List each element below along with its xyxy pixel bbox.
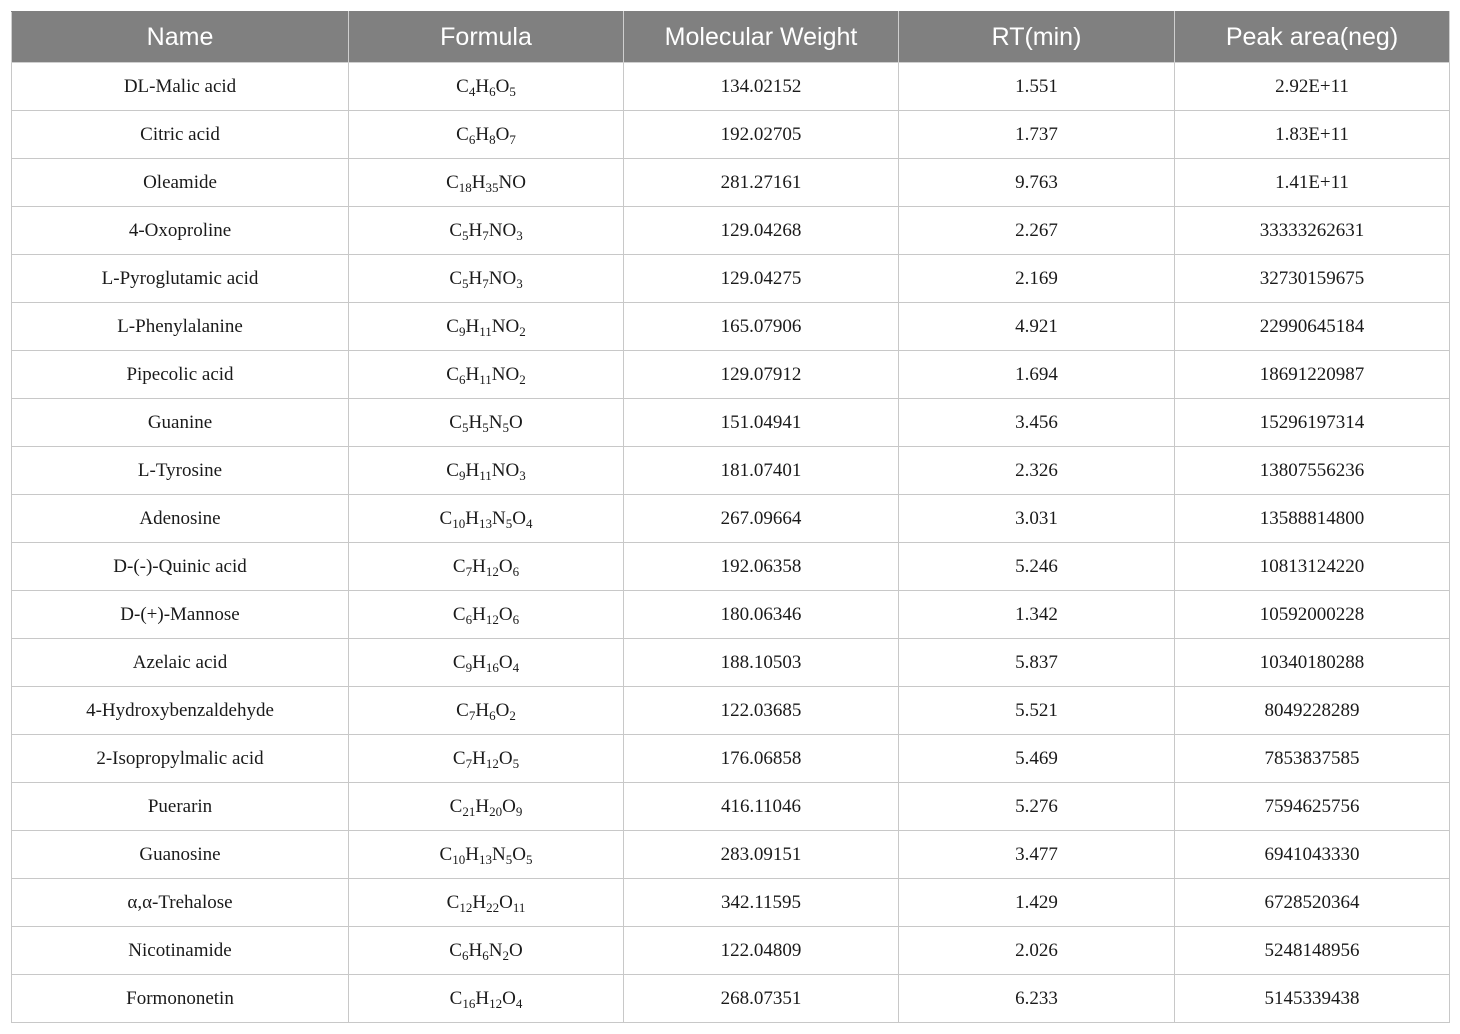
formula-count: 2 — [519, 323, 526, 339]
formula-count: 6 — [489, 707, 496, 723]
formula-count: 7 — [482, 275, 489, 291]
table-row — [12, 159, 1450, 207]
table-header-row — [12, 12, 1450, 63]
formula-count: 13 — [478, 851, 492, 867]
formula-count: 7 — [482, 227, 489, 243]
formula-element: C — [446, 171, 459, 193]
cell-molecular-weight: 283.09151 — [624, 831, 899, 879]
cell-rt: 1.551 — [899, 63, 1175, 111]
cell-molecular-weight: 281.27161 — [624, 159, 899, 207]
cell-rt: 4.921 — [899, 303, 1175, 351]
formula-element: C — [456, 75, 469, 97]
formula-count: 11 — [479, 371, 492, 387]
cell-peak-area: 15296197314 — [1175, 399, 1450, 447]
formula-element: NO — [491, 363, 520, 385]
cell-name: D-(-)-Quinic acid — [12, 543, 349, 591]
formula-element: C — [449, 987, 463, 1009]
formula-count: 5 — [502, 419, 509, 435]
cell-formula — [349, 399, 624, 447]
formula-element: H — [465, 507, 479, 529]
formula-count: 6 — [482, 947, 489, 963]
table-row — [12, 783, 1450, 831]
cell-name: Pipecolic acid — [12, 351, 349, 399]
cell-molecular-weight: 134.02152 — [624, 63, 899, 111]
formula-count: 9 — [458, 323, 466, 339]
formula-count: 6 — [461, 947, 469, 963]
formula-element: C — [449, 939, 462, 961]
formula-count: 16 — [462, 995, 476, 1011]
formula-element: H — [472, 747, 486, 769]
formula-element: O — [498, 603, 513, 625]
formula-element: NO — [488, 219, 517, 241]
formula-element: C — [449, 267, 462, 289]
cell-name: Formononetin — [12, 975, 349, 1023]
formula-element: H — [465, 315, 480, 337]
cell-formula — [349, 447, 624, 495]
table-row — [12, 591, 1450, 639]
cell-peak-area: 6941043330 — [1175, 831, 1450, 879]
cell-molecular-weight: 181.07401 — [624, 447, 899, 495]
formula-element: N — [491, 507, 506, 529]
formula-count: 7 — [468, 707, 476, 723]
formula-element: O — [495, 123, 510, 145]
cell-name: Nicotinamide — [12, 927, 349, 975]
cell-molecular-weight: 192.06358 — [624, 543, 899, 591]
cell-molecular-weight: 268.07351 — [624, 975, 899, 1023]
formula-element: H — [472, 555, 486, 577]
formula-count: 6 — [512, 611, 520, 627]
formula-count: 4 — [468, 83, 476, 99]
cell-molecular-weight: 416.11046 — [624, 783, 899, 831]
formula-count: 6 — [458, 371, 466, 387]
formula-element: O — [512, 507, 526, 529]
cell-peak-area: 8049228289 — [1175, 687, 1450, 735]
formula-element: C — [446, 315, 459, 337]
formula-element: NO — [488, 267, 517, 289]
formula-element: C — [446, 363, 459, 385]
formula-element: H — [475, 699, 490, 721]
formula-element: C — [456, 699, 469, 721]
cell-rt: 5.837 — [899, 639, 1175, 687]
formula-element: H — [475, 123, 490, 145]
cell-rt: 1.342 — [899, 591, 1175, 639]
formula-element: C — [452, 555, 466, 577]
formula-count: 5 — [512, 755, 520, 771]
header-peak-area: Peak area(neg) — [1175, 12, 1450, 63]
cell-name: L-Phenylalanine — [12, 303, 349, 351]
formula-count: 6 — [489, 83, 496, 99]
formula-element: H — [468, 939, 483, 961]
formula-element: H — [472, 603, 486, 625]
table-row — [12, 351, 1450, 399]
formula-element: O — [512, 843, 526, 865]
formula-count: 5 — [462, 227, 469, 243]
formula-element: H — [468, 411, 483, 433]
cell-peak-area: 1.83E+11 — [1175, 111, 1450, 159]
formula-element: O — [508, 411, 523, 433]
cell-rt: 2.169 — [899, 255, 1175, 303]
cell-name: DL-Malic acid — [12, 63, 349, 111]
cell-name: Oleamide — [12, 159, 349, 207]
formula-element: O — [495, 699, 510, 721]
cell-peak-area: 10813124220 — [1175, 543, 1450, 591]
formula-element: H — [465, 843, 479, 865]
formula-count: 4 — [515, 995, 523, 1011]
cell-name: 2-Isopropylmalic acid — [12, 735, 349, 783]
cell-molecular-weight: 122.03685 — [624, 687, 899, 735]
formula-count: 5 — [525, 851, 533, 867]
formula-count: 13 — [478, 515, 492, 531]
table-row — [12, 639, 1450, 687]
formula-count: 12 — [485, 755, 499, 771]
cell-name: L-Tyrosine — [12, 447, 349, 495]
cell-rt: 1.737 — [899, 111, 1175, 159]
header-rt: RT(min) — [899, 12, 1175, 63]
formula-element: H — [475, 75, 490, 97]
formula-element: H — [472, 651, 486, 673]
cell-molecular-weight: 188.10503 — [624, 639, 899, 687]
formula-count: 9 — [465, 659, 473, 675]
table-row — [12, 543, 1450, 591]
table-body — [12, 63, 1450, 1023]
formula-element: NO — [491, 459, 520, 481]
cell-molecular-weight: 165.07906 — [624, 303, 899, 351]
cell-rt: 2.326 — [899, 447, 1175, 495]
cell-formula — [349, 111, 624, 159]
formula-count: 3 — [516, 227, 523, 243]
cell-peak-area: 32730159675 — [1175, 255, 1450, 303]
cell-formula — [349, 255, 624, 303]
formula-element: H — [472, 891, 487, 913]
formula-count: 12 — [459, 899, 473, 915]
cell-rt: 1.429 — [899, 879, 1175, 927]
formula-element: C — [456, 123, 469, 145]
formula-element: NO — [498, 171, 526, 193]
cell-formula — [349, 351, 624, 399]
table-row — [12, 63, 1450, 111]
cell-peak-area: 2.92E+11 — [1175, 63, 1450, 111]
table-row — [12, 831, 1450, 879]
formula-element: H — [475, 987, 490, 1009]
formula-count: 20 — [489, 803, 503, 819]
formula-count: 16 — [485, 659, 499, 675]
formula-count: 7 — [465, 755, 473, 771]
cell-formula — [349, 63, 624, 111]
cell-rt: 6.233 — [899, 975, 1175, 1023]
formula-count: 6 — [468, 131, 476, 147]
formula-count: 5 — [462, 275, 469, 291]
cell-rt: 5.246 — [899, 543, 1175, 591]
header-name: Name — [12, 12, 349, 63]
cell-name: 4-Hydroxybenzaldehyde — [12, 687, 349, 735]
cell-molecular-weight: 122.04809 — [624, 927, 899, 975]
formula-element: H — [475, 795, 490, 817]
cell-peak-area: 10340180288 — [1175, 639, 1450, 687]
formula-count: 10 — [452, 851, 466, 867]
header-formula: Formula — [349, 12, 624, 63]
formula-count: 5 — [505, 515, 513, 531]
cell-formula — [349, 831, 624, 879]
cell-name: Puerarin — [12, 783, 349, 831]
formula-element: O — [508, 939, 523, 961]
cell-molecular-weight: 129.04275 — [624, 255, 899, 303]
formula-element: N — [491, 843, 506, 865]
formula-count: 9 — [458, 467, 466, 483]
cell-rt: 2.026 — [899, 927, 1175, 975]
cell-formula — [349, 159, 624, 207]
cell-name: 4-Oxoproline — [12, 207, 349, 255]
cell-peak-area: 5145339438 — [1175, 975, 1450, 1023]
cell-molecular-weight: 342.11595 — [624, 879, 899, 927]
formula-element: C — [452, 603, 466, 625]
cell-formula — [349, 975, 624, 1023]
formula-element: H — [465, 459, 480, 481]
cell-formula — [349, 687, 624, 735]
table-row — [12, 303, 1450, 351]
formula-element: C — [449, 411, 462, 433]
cell-molecular-weight: 151.04941 — [624, 399, 899, 447]
formula-element: H — [471, 171, 486, 193]
formula-count: 5 — [482, 419, 489, 435]
cell-rt: 9.763 — [899, 159, 1175, 207]
table-row — [12, 975, 1450, 1023]
formula-element: C — [446, 459, 459, 481]
formula-element: C — [446, 891, 460, 913]
formula-count: 4 — [512, 659, 520, 675]
cell-rt: 3.456 — [899, 399, 1175, 447]
formula-count: 3 — [519, 467, 526, 483]
table-row — [12, 399, 1450, 447]
cell-peak-area: 13588814800 — [1175, 495, 1450, 543]
cell-rt: 5.469 — [899, 735, 1175, 783]
cell-molecular-weight: 192.02705 — [624, 111, 899, 159]
cell-formula — [349, 735, 624, 783]
formula-count: 11 — [512, 899, 526, 915]
table-row — [12, 207, 1450, 255]
table-row — [12, 879, 1450, 927]
cell-name: α,α-Trehalose — [12, 879, 349, 927]
formula-element: O — [498, 555, 513, 577]
table-row — [12, 735, 1450, 783]
formula-count: 7 — [509, 131, 516, 147]
cell-name: D-(+)-Mannose — [12, 591, 349, 639]
cell-molecular-weight: 129.04268 — [624, 207, 899, 255]
table-row — [12, 495, 1450, 543]
formula-count: 21 — [462, 803, 476, 819]
cell-peak-area: 13807556236 — [1175, 447, 1450, 495]
formula-element: C — [449, 219, 462, 241]
formula-element: O — [498, 651, 513, 673]
cell-molecular-weight: 129.07912 — [624, 351, 899, 399]
formula-count: 9 — [515, 803, 523, 819]
cell-peak-area: 18691220987 — [1175, 351, 1450, 399]
formula-count: 12 — [485, 611, 499, 627]
formula-element: C — [452, 747, 466, 769]
cell-formula — [349, 927, 624, 975]
formula-count: 12 — [489, 995, 503, 1011]
header-molecular-weight: Molecular Weight — [624, 12, 899, 63]
cell-peak-area: 10592000228 — [1175, 591, 1450, 639]
formula-count: 2 — [509, 707, 516, 723]
cell-formula — [349, 543, 624, 591]
cell-peak-area: 1.41E+11 — [1175, 159, 1450, 207]
table-row — [12, 111, 1450, 159]
cell-peak-area: 22990645184 — [1175, 303, 1450, 351]
cell-rt: 1.694 — [899, 351, 1175, 399]
cell-formula — [349, 783, 624, 831]
cell-name: Adenosine — [12, 495, 349, 543]
formula-element: O — [499, 891, 513, 913]
cell-rt: 3.031 — [899, 495, 1175, 543]
formula-count: 12 — [485, 563, 499, 579]
cell-rt: 5.521 — [899, 687, 1175, 735]
formula-count: 6 — [512, 563, 520, 579]
formula-count: 5 — [505, 851, 513, 867]
formula-element: NO — [491, 315, 520, 337]
cell-molecular-weight: 180.06346 — [624, 591, 899, 639]
formula-count: 2 — [502, 947, 509, 963]
cell-formula — [349, 591, 624, 639]
formula-element: C — [439, 843, 453, 865]
formula-count: 8 — [489, 131, 496, 147]
formula-element: N — [488, 411, 503, 433]
cell-molecular-weight: 267.09664 — [624, 495, 899, 543]
formula-element: C — [452, 651, 466, 673]
cell-name: Citric acid — [12, 111, 349, 159]
formula-count: 11 — [479, 467, 492, 483]
metabolite-table — [11, 11, 1450, 1023]
table-row — [12, 687, 1450, 735]
formula-count: 5 — [509, 83, 516, 99]
formula-element: H — [465, 363, 480, 385]
cell-peak-area: 7594625756 — [1175, 783, 1450, 831]
formula-element: O — [495, 75, 510, 97]
formula-count: 2 — [519, 371, 526, 387]
cell-formula — [349, 879, 624, 927]
formula-count: 6 — [465, 611, 473, 627]
cell-name: L-Pyroglutamic acid — [12, 255, 349, 303]
formula-count: 3 — [516, 275, 523, 291]
cell-peak-area: 33333262631 — [1175, 207, 1450, 255]
formula-count: 35 — [485, 179, 499, 195]
formula-element: N — [488, 939, 503, 961]
formula-count: 4 — [525, 515, 533, 531]
cell-peak-area: 7853837585 — [1175, 735, 1450, 783]
cell-molecular-weight: 176.06858 — [624, 735, 899, 783]
cell-formula — [349, 495, 624, 543]
formula-element: C — [449, 795, 463, 817]
cell-formula — [349, 639, 624, 687]
cell-name: Guanosine — [12, 831, 349, 879]
formula-count: 18 — [458, 179, 472, 195]
formula-element: O — [502, 987, 516, 1009]
cell-peak-area: 5248148956 — [1175, 927, 1450, 975]
cell-name: Guanine — [12, 399, 349, 447]
table-row — [12, 447, 1450, 495]
formula-count: 10 — [452, 515, 466, 531]
formula-count: 7 — [465, 563, 473, 579]
formula-element: O — [498, 747, 513, 769]
cell-formula — [349, 303, 624, 351]
cell-name: Azelaic acid — [12, 639, 349, 687]
formula-element: O — [502, 795, 516, 817]
cell-formula — [349, 207, 624, 255]
table-row — [12, 255, 1450, 303]
cell-rt: 5.276 — [899, 783, 1175, 831]
formula-element: H — [468, 219, 483, 241]
cell-rt: 3.477 — [899, 831, 1175, 879]
formula-element: C — [439, 507, 453, 529]
formula-count: 11 — [479, 323, 492, 339]
formula-element: H — [468, 267, 483, 289]
table-row — [12, 927, 1450, 975]
cell-rt: 2.267 — [899, 207, 1175, 255]
formula-count: 22 — [486, 899, 500, 915]
formula-count: 5 — [461, 419, 469, 435]
cell-peak-area: 6728520364 — [1175, 879, 1450, 927]
